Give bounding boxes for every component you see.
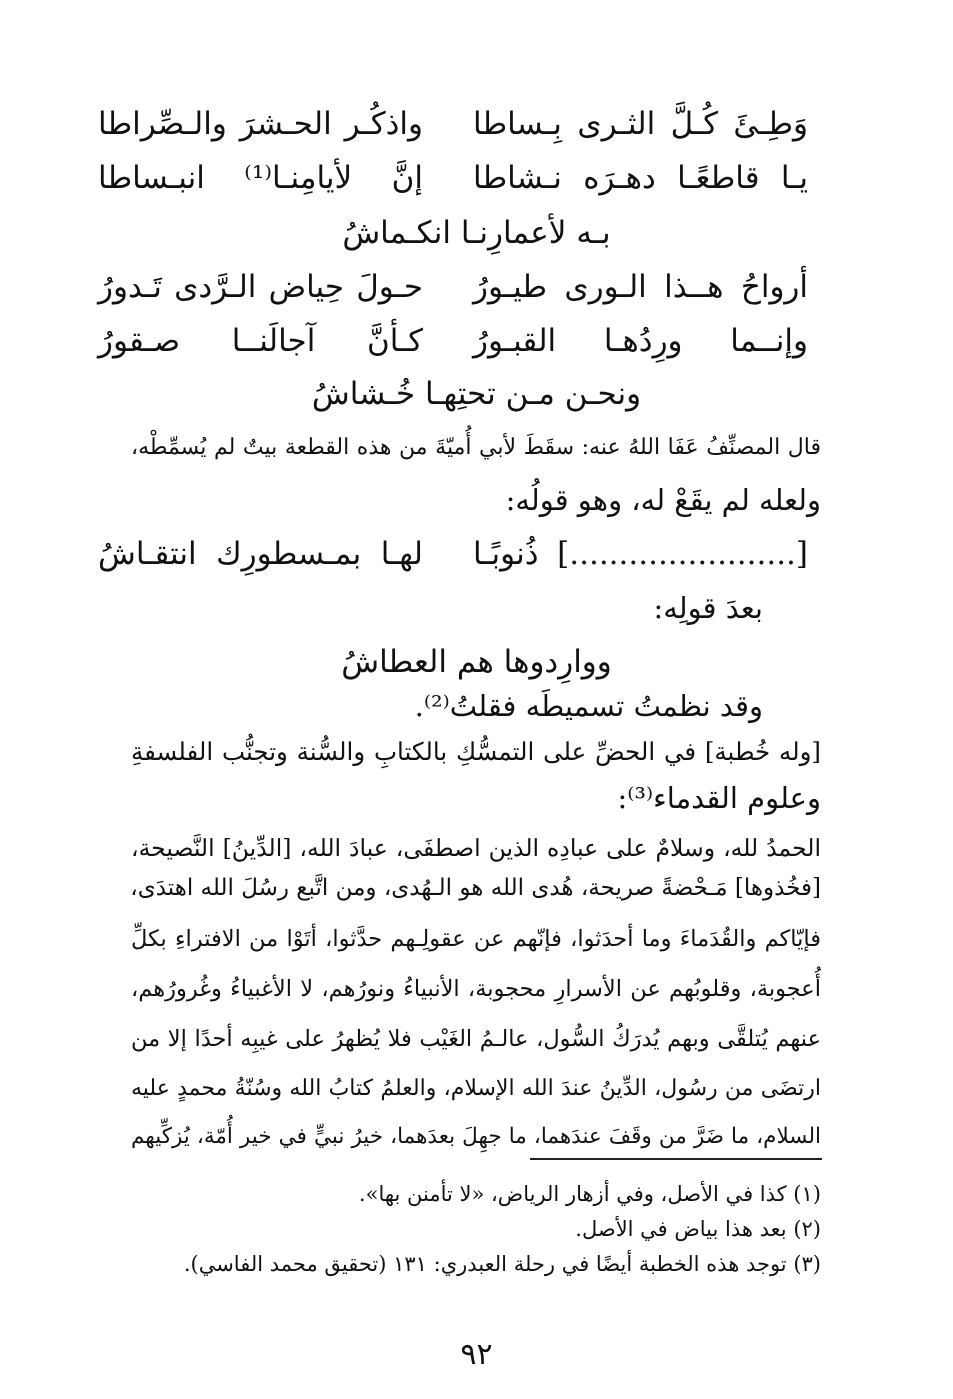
author-note-line: قال المصنِّفُ عَفَا اللهُ عنه: سقَطَ لأبي أُميّةَ من هذه القطعة بيتٌ لم يُسمِّطْه، <box>131 435 821 460</box>
hemistich-right: وإنــما ورِدُهـا القبـورُ <box>473 323 808 359</box>
verse-refrain: ونحـن مـن تحتِهـا خُـشاشُ <box>311 376 642 412</box>
hemistich-left: حـولَ حِياض الـرَّدى تَـدورُ <box>98 269 423 305</box>
sermon-line: ارتضَى من رسُول، الدِّينُ عندَ الله الإسلام، والعلمُ كتابُ الله وسُنّةُ محمدٍ عليه <box>131 1076 821 1101</box>
sermon-line: أُعجوبة، وقلوبُهم عن الأسرارِ محجوبة، الأنبياءُ ونورُهم، لا الأغبياءُ وغُرورُهم، <box>131 976 821 1002</box>
sermon-line: السلام، ما ضَرَّ من وقَفَ عندَهما، ما جهِلَ بعدَهما، خيرُ نبيٍّ في خير أُمّة، يُزكِّيهم <box>131 1124 821 1149</box>
hemistich-left: واذكُـر الحـشرَ والـصِّراطا <box>98 106 423 142</box>
hemistich-right: أرواحُ هــذا الـورى طيـورُ <box>473 269 808 305</box>
footnote: (٢) بعد هذا بياض في الأصل. <box>575 1217 821 1241</box>
sermon-heading-line: وعلوم القدماء⁽³⁾: <box>617 781 821 815</box>
footnote: (١) كذا في الأصل، وفي أزهار الرياض، «لا تأمنن بها». <box>358 1182 821 1206</box>
hemistich-left: لهـا بمـسطورِك انتقـاشُ <box>98 536 423 572</box>
footnote-divider <box>530 1158 822 1160</box>
verse-refrain: بـه لأعمارِنـا انكـماشُ <box>342 215 611 251</box>
after-verse: ووارِدوها هم العطاشُ <box>341 644 612 680</box>
footnote: (٣) توجد هذه الخطبة أيضًا في رحلة العبدري: ١٣١ (تحقيق محمد الفاسي). <box>183 1252 821 1276</box>
sermon-heading-line: [وله خُطبة] في الحضِّ على التمسُّكِ بالكتابِ والسُّنة وتجنُّب الفلسفةِ <box>131 737 821 766</box>
hemistich-right: وَطِـئَ كُـلَّ الثـرى بِـساطا <box>473 106 808 142</box>
sermon-line: فإيّاكم والقُدَماءَ وما أحدَثوا، فإنّهم عن عقولِـهم حدَّثوا، أتَوْا من الافتراءِ بكلِّ <box>131 926 821 952</box>
hemistich-right: [.......................] ذُنوبًـا <box>473 536 808 572</box>
hemistich-right: يـا قاطعًـا دهـرَه نـشاطا <box>473 160 808 196</box>
after-label: بعدَ قولِه: <box>653 591 763 625</box>
sermon-line: [فخُذوها] مَـحْضةً صريحة، هُدى الله هو الـهُدى، ومن اتَّبع رسُلَ الله اهتدَى، <box>130 875 821 901</box>
nazamtu-line: وقد نظمتُ تسميطَه فقلتُ⁽²⁾. <box>414 689 763 723</box>
sermon-line: عنهم يُتلقَّى وبهم يُدرَكُ السُّول، عالـمُ الغَيْب فلا يُظهرُ على غيبِه أحدًا إلا من <box>131 1026 821 1052</box>
page-number: ٩٢ <box>460 1337 493 1372</box>
hemistich-left: إنَّ لأيامِنـا⁽¹⁾ انبـساطا <box>98 160 423 196</box>
hemistich-left: كـأنَّ آجالَنــا صـقورُ <box>98 323 423 359</box>
author-note-line: ولعله لم يقَعْ له، وهو قولُه: <box>505 483 821 517</box>
sermon-line: الحمدُ لله، وسلامٌ على عبادِه الذين اصطفَى، عبادَ الله، [الدِّينُ] النَّصيحة، <box>131 834 821 862</box>
